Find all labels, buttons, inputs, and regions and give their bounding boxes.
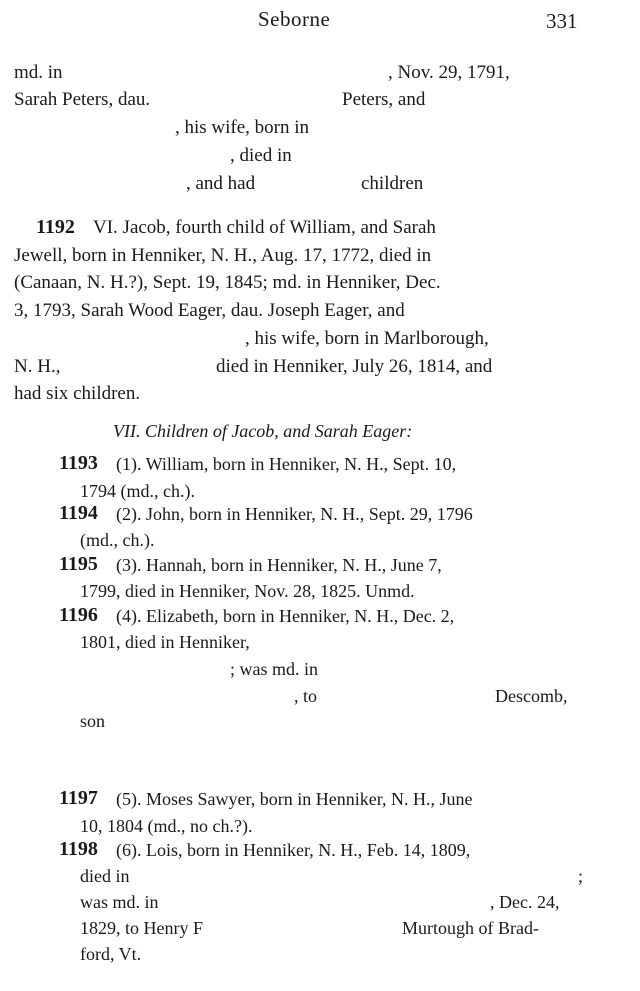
continuation-line-4: , died in <box>230 145 292 166</box>
entry-1196-line-4a: , to <box>294 686 318 706</box>
entry-number-1198: 1198 <box>59 838 98 860</box>
continuation-line-1a: md. in <box>14 62 63 83</box>
entry-1192-line-6a: N. H., <box>14 356 61 377</box>
entry-number-1197: 1197 <box>59 787 98 809</box>
entry-number-1194: 1194 <box>59 502 98 524</box>
section-caption: VII. Children of Jacob, and Sarah Eager: <box>113 421 413 441</box>
entry-1192-line-3: (Canaan, N. H.?), Sept. 19, 1845; md. in Henniker, Dec. <box>14 272 441 293</box>
entry-1197-line-1: (5). Moses Sawyer, born in Henniker, N. H., June <box>116 789 473 809</box>
entry-1197-line-2: 10, 1804 (md., no ch.?). <box>80 816 253 836</box>
continuation-line-5a: , and had <box>186 173 256 194</box>
continuation-line-3: , his wife, born in <box>175 117 310 138</box>
entry-1198-line-1: (6). Lois, born in Henniker, N. H., Feb. 14, 1809, <box>116 840 471 860</box>
entry-1192-line-2: Jewell, born in Henniker, N. H., Aug. 17, 1772, died in <box>14 245 432 266</box>
entry-1198-line-3a: was md. in <box>80 892 159 912</box>
continuation-line-2a: Sarah Peters, dau. <box>14 89 151 110</box>
entry-1192-line-5: , his wife, born in Marlborough, <box>245 328 489 349</box>
entry-1198-line-2a: died in <box>80 866 130 886</box>
entry-1196-line-3: ; was md. in <box>230 659 318 679</box>
entry-1196-line-2: 1801, died in Henniker, <box>80 632 250 652</box>
entry-1198-line-4b: Murtough of Brad- <box>402 918 539 938</box>
entry-1196-line-4b: Descomb, <box>495 686 568 706</box>
entry-1198-line-3b: , Dec. 24, <box>490 892 560 912</box>
entry-1198-line-2b: ; <box>578 866 584 886</box>
entry-number-1195: 1195 <box>59 553 98 575</box>
entry-1193-line-2: 1794 (md., ch.). <box>80 481 195 501</box>
entry-1195-line-1: (3). Hannah, born in Henniker, N. H., June 7, <box>116 555 442 575</box>
entry-1192-line-7: had six children. <box>14 383 141 404</box>
entry-1194-line-2: (md., ch.). <box>80 530 155 550</box>
continuation-line-1b: , Nov. 29, 1791, <box>388 62 510 83</box>
entry-number-1193: 1193 <box>59 452 98 474</box>
entry-1198-line-5: ford, Vt. <box>80 944 142 964</box>
running-title: Seborne <box>258 7 331 31</box>
entry-1192-line-1: VI. Jacob, fourth child of William, and Sarah <box>93 217 436 238</box>
entry-1198-line-4a: 1829, to Henry F <box>80 918 203 938</box>
entry-1193-line-1: (1). William, born in Henniker, N. H., Sept. 10, <box>116 454 457 474</box>
entry-1194-line-1: (2). John, born in Henniker, N. H., Sept. 29, 1796 <box>116 504 473 524</box>
continuation-line-5b: children <box>361 173 424 194</box>
entry-1192-line-6b: died in Henniker, July 26, 1814, and <box>216 356 493 377</box>
entry-1196-line-1: (4). Elizabeth, born in Henniker, N. H., Dec. 2, <box>116 606 455 626</box>
entry-number-1196: 1196 <box>59 604 98 626</box>
entry-1195-line-2: 1799, died in Henniker, Nov. 28, 1825. Unmd. <box>80 581 415 601</box>
continuation-line-2b: Peters, and <box>342 89 426 110</box>
entry-1192-line-4: 3, 1793, Sarah Wood Eager, dau. Joseph Eager, and <box>14 300 405 321</box>
entry-number-1192: 1192 <box>36 216 75 238</box>
page-number: 331 <box>546 9 578 33</box>
entry-1196-line-5: son <box>80 711 106 731</box>
